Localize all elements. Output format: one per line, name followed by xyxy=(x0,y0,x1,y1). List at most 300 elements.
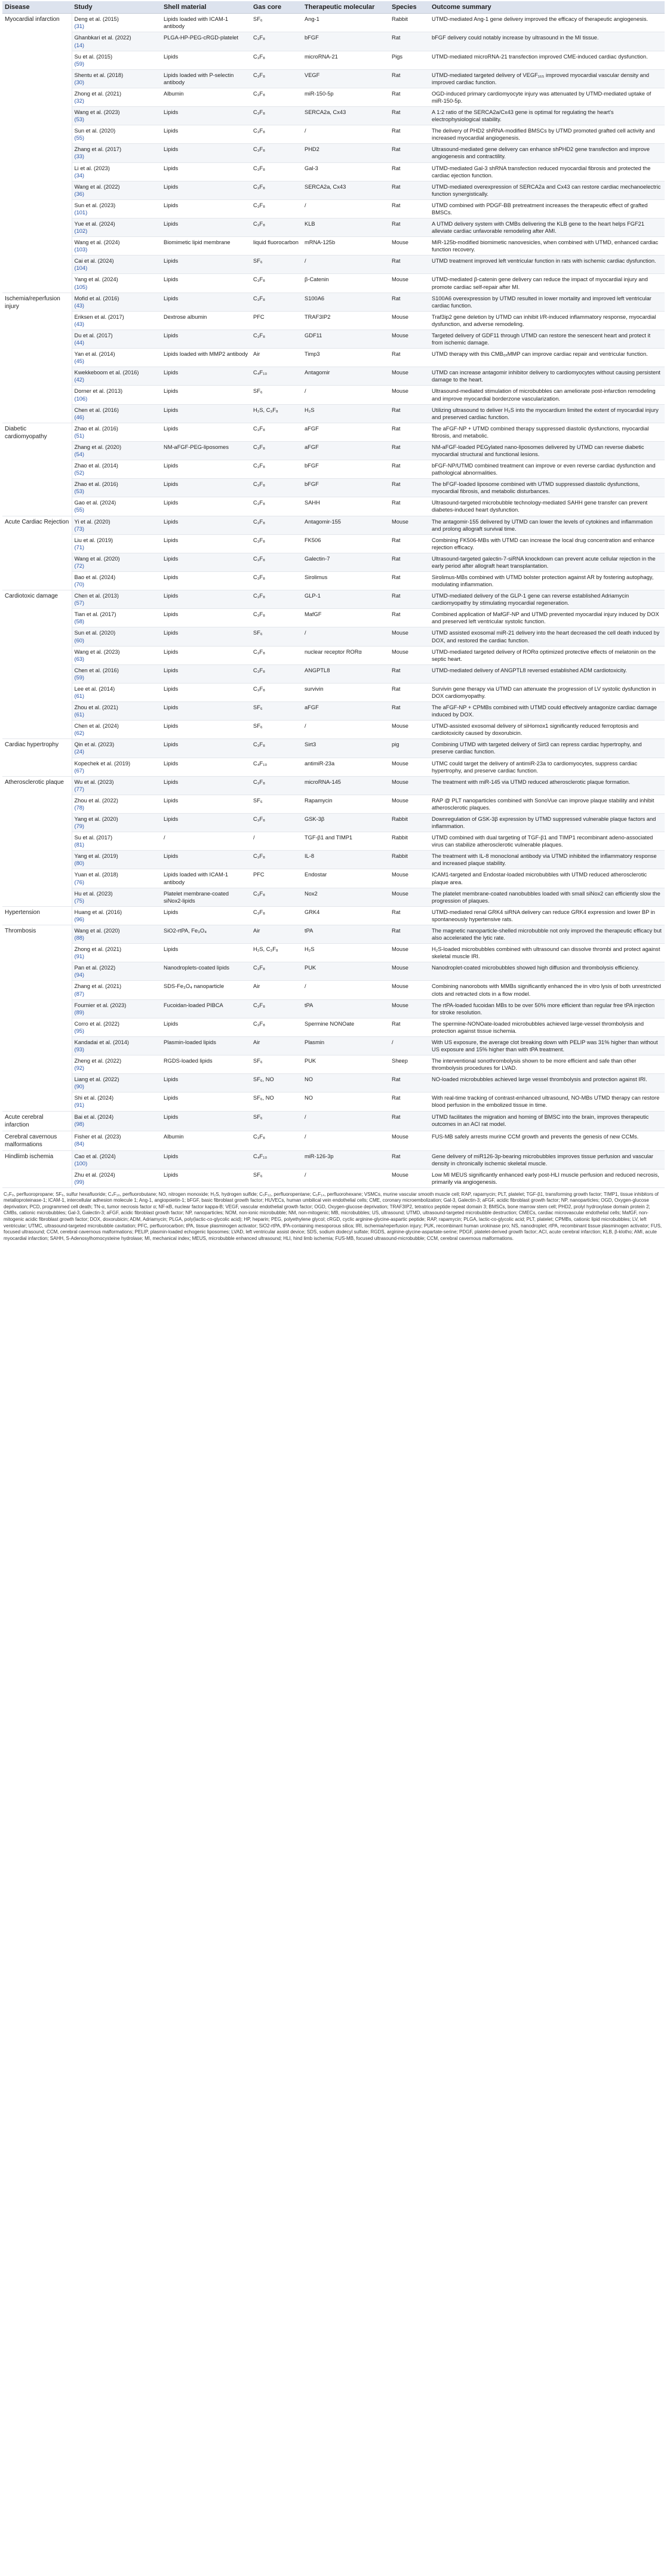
table-row xyxy=(2,683,665,701)
reference-link[interactable]: (71) xyxy=(74,544,85,550)
reference-link[interactable]: (33) xyxy=(74,153,85,160)
study-cell xyxy=(72,1018,161,1036)
reference-link[interactable]: (34) xyxy=(74,172,85,178)
reference-link[interactable]: (75) xyxy=(74,897,85,904)
shell-material-cell: SDS-Fe₃O₄ nanoparticle xyxy=(161,981,251,999)
species-cell: / xyxy=(389,1036,429,1055)
species-cell: Rabbit xyxy=(389,14,429,32)
outcome-summary-cell: The rtPA-loaded fucoidan MBs to be over 50% more efficient than regular free tPA injection for stroke resolution. xyxy=(429,999,665,1018)
shell-material-cell: Lipids xyxy=(161,51,251,69)
outcome-summary-cell: Sirolimus-MBs combined with UTMD bolster protection against AR by fostering autophagy, modulating inflammation. xyxy=(429,571,665,590)
gas-core-cell: C₃F₈ xyxy=(251,776,302,795)
study-author: Zhao et al. (2016) xyxy=(74,425,118,432)
study-author: Liang et al. (2022) xyxy=(74,1076,119,1083)
reference-link[interactable]: (80) xyxy=(74,860,85,867)
species-cell: Mouse xyxy=(389,1169,429,1187)
study-author: Qin et al. (2023) xyxy=(74,741,115,748)
species-cell: Mouse xyxy=(389,776,429,795)
study-author: Sun et al. (2020) xyxy=(74,630,116,636)
therapeutic-molecule-cell: / xyxy=(302,1111,389,1131)
reference-link[interactable]: (32) xyxy=(74,98,85,104)
study-cell xyxy=(72,181,161,199)
table-row xyxy=(2,14,665,32)
therapeutic-molecule-cell: Timp3 xyxy=(302,349,389,367)
study-cell xyxy=(72,832,161,851)
reference-link[interactable]: (61) xyxy=(74,693,85,699)
shell-material-cell: Lipids xyxy=(161,199,251,218)
reference-link[interactable]: (36) xyxy=(74,190,85,197)
study-author: Yang et al. (2024) xyxy=(74,276,118,283)
reference-link[interactable]: (43) xyxy=(74,302,85,309)
therapeutic-molecule-cell: TGF-β1 and TIMP1 xyxy=(302,832,389,851)
shell-material-cell: Lipids loaded with ICAM-1 antibody xyxy=(161,14,251,32)
therapeutic-molecule-cell: FK506 xyxy=(302,534,389,553)
study-cell xyxy=(72,925,161,943)
study-cell xyxy=(72,553,161,571)
disease-group-cell: Cardiotoxic damage xyxy=(2,590,72,739)
outcome-summary-cell: The antagomir-155 delivered by UTMD can lower the levels of cytokines and inflammation and prolong allograft survival time. xyxy=(429,516,665,534)
table-footnote: C₃F₈, perfluoropropane; SF₆, sulfur hexafluoride; C₄F₁₀, perfluorobutane; NO, nitrogen monoxide; H₂S, hydrogen sulfide; C₅F₁₂, perfluoropentane; C₆F₁₄, perfluorohexane; VSMCs, murine vascular smooth muscle cell; RAP, rapamycin; PLT, platelet; TGF-β1, transforming growth factor; TIMP1, tissue inhibitors of metalloproteinase-1; ICAM-1, intercellular adhesion molecule 1; Ang-1, angiopoietin-1; bFGF, basic fibroblast growth factor; HUVECs, human umbilical vein endothelial cells; CME, coronary microembolization; Gal-3, Galectin-3; aFGF, acidic fibroblast growth factor; NP, nanoparticles; OGD, Oxygen-glucose deprivation; PCD, programmed cell death; TN-α, tumor necrosis factor α; NF-κB, nuclear factor kappa-B; VEGF, vascular endothelial growth factor; OGD, Oxygen-glucose deprivation; TRAF3IP2, tetratrico peptide repeat domain 3; BMSCs, bone marrow stem cell; PHD2, prolyl hydroxylase domain protein 2; CMBs, cationic microbubbles; Gal-3, Galectin-3; aFGF, acidic fibroblast growth factor; NP, nanoparticles; NOM, non-ionic microbubble; NM, non-mitogenic; MB, microbubbles; US, ultrasound; UTMD, ultrasound-targeted microbubble destruction; CMECs, cardiac microvascular endothelial cells; MafGF, non-mitogenic acidic fibroblast growth factor; DOX, doxorubicin; ADM, Adriamycin; PLGA, poly(lactic-co-glycolic acid); HP, heparin; PEG, polyethylene glycol; cRGD, cyclic arginine-glycine-aspartic peptide; RAP, rapamycin; PLGA, lactic-co-glycolic acid; PLT, platelet; CPMBs, cationic lipid microbubbles; LV, left ventricular; UTMC, ultrasound-targeted microbubble cavitation; PFC, perfluorocarbon; tPA, tissue plasminogen activator; SiO2-rtPA, tPA-containing mesoporous silica; IRI, ischemia/reperfusion injury; PUK, recombinant human urokinase pro; NS, nanodroplet; rtPA, recombinant tissue plasminogen activator; FUS, focused ultrasound; CCM, cerebral cavernous malformations; PELIP, plasmin-loaded echogenic liposomes; LVAD, left ventricular assist device; SDS, sodium dodecyl sulfate; RGDS, arginine-glycine-aspartate-serine; PDGF, platelet-derived growth factor; ACI, acute cerebral infarction; KLB, β-klotho; AMI, acute myocardial infarction; SAHH, S-Adenosylhomocysteine hydrolase; MI, mechanical index; MEUS, microbubble enhanced ultrasound; HLI, hind limb ischemia; FUS-MB, focused ultrasound-microbubble; CCM, cerebral cavernous malformations. xyxy=(4,1191,662,1241)
outcome-summary-cell: Traf3ip2 gene deletion by UTMD can inhibit I/R-induced inflammatory response, myocardial dysfunction, and adverse remodeling. xyxy=(429,311,665,330)
gas-core-cell: C₃F₈ xyxy=(251,553,302,571)
study-cell xyxy=(72,69,161,88)
gas-core-cell: C₃F₈ xyxy=(251,69,302,88)
outcome-summary-cell: UTMD-assisted exosomal delivery of siHomox1 significantly reduced ferroptosis and cardiotoxicity caused by doxorubicin. xyxy=(429,721,665,739)
therapeutic-molecule-cell: Gal-3 xyxy=(302,162,389,181)
species-cell: Rat xyxy=(389,702,429,721)
study-author: Du et al. (2017) xyxy=(74,332,113,338)
reference-link[interactable]: (57) xyxy=(74,600,85,607)
table-row xyxy=(2,1055,665,1074)
reference-link[interactable]: (106) xyxy=(74,395,88,402)
therapeutic-molecule-cell: β-Catenin xyxy=(302,274,389,293)
shell-material-cell: Lipids xyxy=(161,256,251,274)
reference-link[interactable]: (59) xyxy=(74,674,85,681)
gas-core-cell: liquid fluorocarbon xyxy=(251,237,302,256)
study-author: Shentu et al. (2018) xyxy=(74,72,124,78)
reference-link[interactable]: (78) xyxy=(74,804,85,811)
reference-link[interactable]: (62) xyxy=(74,730,85,737)
reference-link[interactable]: (70) xyxy=(74,581,85,588)
gas-core-cell: Air xyxy=(251,349,302,367)
therapeutic-molecule-cell: / xyxy=(302,256,389,274)
species-cell: Rat xyxy=(389,199,429,218)
table-row xyxy=(2,590,665,609)
therapeutic-molecule-cell: ANGPTL8 xyxy=(302,664,389,683)
study-author: Wang et al. (2022) xyxy=(74,183,120,190)
shell-material-cell: PLGA-HP-PEG-cRGD-platelet xyxy=(161,32,251,51)
outcome-summary-cell: Ultrasound-targeted galectin-7-siRNA knockdown can prevent acute cellular rejection in the early period after allograft heart transplantation. xyxy=(429,553,665,571)
species-cell: Rabbit xyxy=(389,814,429,832)
study-cell xyxy=(72,162,161,181)
therapeutic-molecule-cell: / xyxy=(302,386,389,404)
reference-link[interactable]: (53) xyxy=(74,488,85,495)
study-author: Zhou et al. (2022) xyxy=(74,797,118,804)
shell-material-cell: Lipids xyxy=(161,218,251,237)
table-row xyxy=(2,293,665,311)
study-cell xyxy=(72,1074,161,1092)
species-cell: pig xyxy=(389,739,429,758)
study-author: Yi et al. (2020) xyxy=(74,518,110,525)
table-row xyxy=(2,125,665,144)
header-study: Study xyxy=(72,1,161,14)
species-cell: Rat xyxy=(389,534,429,553)
reference-link[interactable]: (67) xyxy=(74,767,85,774)
disease-group-cell: Acute cerebral infarction xyxy=(2,1111,72,1131)
table-row xyxy=(2,795,665,813)
table-row xyxy=(2,888,665,906)
gas-core-cell: C₃F₈ xyxy=(251,534,302,553)
study-cell xyxy=(72,386,161,404)
outcome-summary-cell: S100A6 overexpression by UTMD resulted in lower mortality and improved left ventricular cardiac function. xyxy=(429,293,665,311)
outcome-summary-cell: The bFGF-loaded liposome combined with UTMD suppressed diastolic dysfunctions, myocardial fibrosis, and metabolic disturbances. xyxy=(429,479,665,497)
study-author: Zhao et al. (2016) xyxy=(74,481,118,488)
reference-link[interactable]: (93) xyxy=(74,1046,85,1052)
reference-link[interactable]: (42) xyxy=(74,377,85,383)
reference-link[interactable]: (55) xyxy=(74,135,85,141)
reference-link[interactable]: (52) xyxy=(74,470,85,476)
reference-link[interactable]: (77) xyxy=(74,786,85,792)
therapeutic-molecule-cell: Antagomir-155 xyxy=(302,516,389,534)
shell-material-cell: Lipids xyxy=(161,144,251,162)
study-author: Zhong et al. (2021) xyxy=(74,90,122,97)
shell-material-cell: Lipids loaded with P-selectin antibody xyxy=(161,69,251,88)
reference-link[interactable]: (104) xyxy=(74,265,88,272)
reference-link[interactable]: (53) xyxy=(74,116,85,123)
shell-material-cell: Lipids xyxy=(161,1169,251,1187)
reference-link[interactable]: (103) xyxy=(74,247,88,253)
species-cell: Mouse xyxy=(389,516,429,534)
shell-material-cell: Lipids xyxy=(161,479,251,497)
outcome-summary-cell: bFGF-NP/UTMD combined treatment can improve or even reverse cardiac dysfunction and pathological abnormalities. xyxy=(429,460,665,479)
reference-link[interactable]: (59) xyxy=(74,60,85,67)
species-cell: Mouse xyxy=(389,962,429,981)
study-author: Fisher et al. (2023) xyxy=(74,1133,121,1140)
reference-link[interactable]: (43) xyxy=(74,321,85,327)
therapeutic-molecule-cell: Rapamycin xyxy=(302,795,389,813)
study-cell xyxy=(72,367,161,386)
study-cell xyxy=(72,51,161,69)
reference-link[interactable]: (45) xyxy=(74,358,85,365)
reference-link[interactable]: (24) xyxy=(74,749,85,755)
therapeutic-molecule-cell: IL-8 xyxy=(302,851,389,869)
disease-group-cell: Cardiac hypertrophy xyxy=(2,739,72,776)
reference-link[interactable]: (102) xyxy=(74,228,88,235)
therapeutic-molecule-cell: / xyxy=(302,627,389,646)
species-cell: Mouse xyxy=(389,627,429,646)
species-cell: Rat xyxy=(389,1074,429,1092)
study-author: Fournier et al. (2023) xyxy=(74,1002,127,1008)
species-cell: Rat xyxy=(389,32,429,51)
species-cell: Rat xyxy=(389,125,429,144)
table-row xyxy=(2,962,665,981)
table-row xyxy=(2,144,665,162)
species-cell: Mouse xyxy=(389,721,429,739)
reference-link[interactable]: (96) xyxy=(74,916,85,922)
table-body xyxy=(2,14,665,1188)
study-author: Yue et al. (2024) xyxy=(74,221,115,227)
species-cell: Rat xyxy=(389,88,429,106)
shell-material-cell: Lipids xyxy=(161,702,251,721)
reference-link[interactable]: (31) xyxy=(74,23,85,30)
study-author: Shi et al. (2024) xyxy=(74,1095,114,1101)
header-therapeutic-molecular: Therapeutic molecular xyxy=(302,1,389,14)
shell-material-cell: Lipids xyxy=(161,107,251,125)
therapeutic-molecule-cell: / xyxy=(302,1169,389,1187)
study-cell xyxy=(72,758,161,776)
species-cell: Mouse xyxy=(389,869,429,888)
therapeutic-molecule-cell: mRNA-125b xyxy=(302,237,389,256)
shell-material-cell: Lipids xyxy=(161,181,251,199)
shell-material-cell: Lipids loaded with MMP2 antibody xyxy=(161,349,251,367)
outcome-summary-cell: UTMD-mediated renal GRK4 siRNA delivery can reduce GRK4 expression and lower BP in spontaneously hypertensive rats. xyxy=(429,906,665,925)
reference-link[interactable]: (76) xyxy=(74,879,85,885)
gas-core-cell: C₃F₈ xyxy=(251,181,302,199)
therapeutic-molecule-cell: GSK-3β xyxy=(302,814,389,832)
outcome-summary-cell: MiR-125b-modified biomimetic nanovesicles, when combined with UTMD, enhanced cardiac function recovery. xyxy=(429,237,665,256)
study-cell xyxy=(72,776,161,795)
reference-link[interactable]: (91) xyxy=(74,953,85,960)
gas-core-cell: C₃F₈ xyxy=(251,590,302,609)
table-row xyxy=(2,702,665,721)
reference-link[interactable]: (60) xyxy=(74,637,85,644)
reference-link[interactable]: (81) xyxy=(74,842,85,848)
species-cell: Rat xyxy=(389,664,429,683)
species-cell: Mouse xyxy=(389,330,429,348)
therapeutic-molecule-cell: microRNA-145 xyxy=(302,776,389,795)
study-cell xyxy=(72,423,161,441)
shell-material-cell: Lipids xyxy=(161,386,251,404)
species-cell: Rat xyxy=(389,479,429,497)
reference-link[interactable]: (90) xyxy=(74,1084,85,1090)
table-row xyxy=(2,776,665,795)
table-row xyxy=(2,906,665,925)
table-row xyxy=(2,311,665,330)
outcome-summary-cell: The treatment with IL-8 monoclonal antibody via UTMD inhibited the inflammatory response and increased plaque stability. xyxy=(429,851,665,869)
therapeutic-molecule-cell: PUK xyxy=(302,962,389,981)
gas-core-cell: SF₆ xyxy=(251,14,302,32)
disease-group-cell: Hypertension xyxy=(2,906,72,925)
outcome-summary-cell: UTMD treatment improved left ventricular function in rats with ischemic cardiac dysfunction. xyxy=(429,256,665,274)
shell-material-cell: Lipids xyxy=(161,683,251,701)
gas-core-cell: C₃F₈ xyxy=(251,609,302,627)
reference-link[interactable]: (46) xyxy=(74,414,85,420)
study-author: Zhang et al. (2017) xyxy=(74,146,122,153)
study-cell xyxy=(72,479,161,497)
therapeutic-molecule-cell: bFGF xyxy=(302,460,389,479)
shell-material-cell: Lipids xyxy=(161,851,251,869)
study-cell xyxy=(72,1131,161,1150)
shell-material-cell: Fucoidan-loaded PIBCA xyxy=(161,999,251,1018)
species-cell: Rat xyxy=(389,683,429,701)
gas-core-cell: C₃F₈ xyxy=(251,962,302,981)
reference-link[interactable]: (51) xyxy=(74,432,85,439)
outcome-summary-cell: Low MI MEUS significantly enhanced early post-HLI muscle perfusion and reduced necrosis, primarily via angiogenesis. xyxy=(429,1169,665,1187)
species-cell: Rabbit xyxy=(389,832,429,851)
shell-material-cell: Lipids xyxy=(161,739,251,758)
header-gas-core: Gas core xyxy=(251,1,302,14)
gas-core-cell: H₂S, C₃F₈ xyxy=(251,944,302,962)
species-cell: Mouse xyxy=(389,237,429,256)
shell-material-cell: Platelet membrane-coated siNox2-lipids xyxy=(161,888,251,906)
reference-link[interactable]: (92) xyxy=(74,1065,85,1072)
therapeutic-molecule-cell: GRK4 xyxy=(302,906,389,925)
therapeutic-molecule-cell: / xyxy=(302,721,389,739)
species-cell: Rat xyxy=(389,1018,429,1036)
study-cell xyxy=(72,311,161,330)
outcome-summary-cell: Downregulation of GSK-3β expression by UTMD suppressed vulnerable plaque factors and inflammation. xyxy=(429,814,665,832)
therapeutic-molecule-cell: GLP-1 xyxy=(302,590,389,609)
study-author: Zhang et al. (2021) xyxy=(74,983,122,990)
gas-core-cell: C₃F₈ xyxy=(251,293,302,311)
study-cell xyxy=(72,516,161,534)
shell-material-cell: Dextrose albumin xyxy=(161,311,251,330)
reference-link[interactable]: (61) xyxy=(74,712,85,718)
table-row xyxy=(2,609,665,627)
species-cell: Mouse xyxy=(389,888,429,906)
therapeutic-molecule-cell: / xyxy=(302,125,389,144)
gas-core-cell: C₃F₈ xyxy=(251,664,302,683)
table-row xyxy=(2,479,665,497)
study-cell xyxy=(72,999,161,1018)
therapeutic-molecule-cell: NO xyxy=(302,1092,389,1111)
reference-link[interactable]: (99) xyxy=(74,1178,85,1185)
species-cell: Rat xyxy=(389,571,429,590)
reference-link[interactable]: (63) xyxy=(74,655,85,662)
gas-core-cell: C₃F₈ xyxy=(251,999,302,1018)
shell-material-cell: Lipids xyxy=(161,460,251,479)
study-cell xyxy=(72,32,161,51)
therapeutic-molecule-cell: Galectin-7 xyxy=(302,553,389,571)
therapeutic-molecule-cell: miR-150-5p xyxy=(302,88,389,106)
reference-link[interactable]: (44) xyxy=(74,340,85,346)
study-author: Zhou et al. (2021) xyxy=(74,704,118,711)
species-cell: Rat xyxy=(389,107,429,125)
shell-material-cell: Biomimetic lipid membrane xyxy=(161,237,251,256)
study-cell xyxy=(72,218,161,237)
study-author: Yang et al. (2019) xyxy=(74,853,118,860)
therapeutic-molecule-cell: Ang-1 xyxy=(302,14,389,32)
species-cell: Mouse xyxy=(389,386,429,404)
reference-link[interactable]: (58) xyxy=(74,618,85,625)
study-author: Chen et al. (2024) xyxy=(74,723,119,730)
therapeutic-molecule-cell: KLB xyxy=(302,218,389,237)
study-author: Wang et al. (2024) xyxy=(74,239,120,246)
study-author: Deng et al. (2015) xyxy=(74,16,119,23)
therapeutic-molecule-cell: SERCA2a, Cx43 xyxy=(302,181,389,199)
therapeutic-molecule-cell: SAHH xyxy=(302,497,389,516)
study-author: Hu et al. (2023) xyxy=(74,890,113,897)
table-row xyxy=(2,107,665,125)
species-cell: Mouse xyxy=(389,1131,429,1150)
reference-link[interactable]: (14) xyxy=(74,42,85,48)
shell-material-cell: Lipids xyxy=(161,1074,251,1092)
species-cell: Rat xyxy=(389,609,429,627)
outcome-summary-cell: The interventional sonothrombolysis shown to be more efficient and safe than other thrombolysis procedures for LVAD. xyxy=(429,1055,665,1074)
study-cell xyxy=(72,534,161,553)
outcome-summary-cell: UTMD can increase antagomir inhibitor delivery to cardiomyocytes without causing persistent damage to the heart. xyxy=(429,367,665,386)
species-cell: Rat xyxy=(389,497,429,516)
study-cell xyxy=(72,1169,161,1187)
study-cell xyxy=(72,664,161,683)
reference-link[interactable]: (79) xyxy=(74,823,85,830)
therapeutic-molecule-cell: / xyxy=(302,199,389,218)
gas-core-cell: C₃F₈ xyxy=(251,683,302,701)
shell-material-cell: NM-aFGF-PEG-liposomes xyxy=(161,441,251,460)
table-row xyxy=(2,237,665,256)
reference-link[interactable]: (72) xyxy=(74,562,85,569)
therapeutic-molecule-cell: Antagomir xyxy=(302,367,389,386)
shell-material-cell: Lipids xyxy=(161,162,251,181)
study-cell xyxy=(72,1036,161,1055)
study-author: Su et al. (2015) xyxy=(74,53,113,60)
species-cell: Mouse xyxy=(389,367,429,386)
gas-core-cell: PFC xyxy=(251,869,302,888)
outcome-summary-cell: The spermine-NONOate-loaded microbubbles achieved large-vessel thrombolysis and protection against tissue ischemia. xyxy=(429,1018,665,1036)
reference-link[interactable]: (98) xyxy=(74,1121,85,1127)
reference-link[interactable]: (91) xyxy=(74,1102,85,1109)
outcome-summary-cell: With real-time tracking of contrast-enhanced ultrasound, NO-MBs UTMD therapy can restore blood perfusion in the embolized tissue in time. xyxy=(429,1092,665,1111)
shell-material-cell: Lipids xyxy=(161,609,251,627)
gas-core-cell: C₃F₈ xyxy=(251,906,302,925)
outcome-summary-cell: A UTMD delivery system with CMBs delivering the KLB gene to the heart helps FGF21 alleviate cardiac unfavorable remodeling after AMI. xyxy=(429,218,665,237)
shell-material-cell: Albumin xyxy=(161,88,251,106)
gas-core-cell: SF₆ xyxy=(251,721,302,739)
reference-link[interactable]: (101) xyxy=(74,209,88,216)
gas-core-cell: C₃F₈ xyxy=(251,88,302,106)
study-cell xyxy=(72,906,161,925)
gas-core-cell: C₃F₈ xyxy=(251,441,302,460)
reference-link[interactable]: (55) xyxy=(74,507,85,513)
reference-link[interactable]: (87) xyxy=(74,990,85,997)
reference-link[interactable]: (54) xyxy=(74,451,85,457)
reference-link[interactable]: (95) xyxy=(74,1027,85,1034)
outcome-summary-cell: UTMD-mediated delivery of the GLP-1 gene can reverse established Adriamycin cardiomyopathy by stimulating myocardial regeneration. xyxy=(429,590,665,609)
table-row xyxy=(2,1169,665,1187)
gas-core-cell: C₃F₈ xyxy=(251,423,302,441)
table-row xyxy=(2,664,665,683)
reference-link[interactable]: (89) xyxy=(74,1009,85,1015)
study-cell xyxy=(72,14,161,32)
shell-material-cell: Lipids xyxy=(161,906,251,925)
study-cell xyxy=(72,851,161,869)
study-author: Pan et al. (2022) xyxy=(74,965,116,971)
reference-link[interactable]: (100) xyxy=(74,1160,88,1167)
outcome-summary-cell: UTMD-mediated overexpression of SERCA2a and Cx43 can restore cardiac mechanoelectric function synergistically. xyxy=(429,181,665,199)
gas-core-cell: C₄F₁₀ xyxy=(251,1150,302,1169)
therapeutic-molecule-cell: nuclear receptor RORα xyxy=(302,646,389,664)
reference-link[interactable]: (30) xyxy=(74,79,85,85)
reference-link[interactable]: (84) xyxy=(74,1140,85,1147)
gas-core-cell: C₃F₈ xyxy=(251,218,302,237)
shell-material-cell: Lipids xyxy=(161,516,251,534)
therapeutic-molecule-cell: PHD2 xyxy=(302,144,389,162)
species-cell: Rat xyxy=(389,144,429,162)
reference-link[interactable]: (88) xyxy=(74,935,85,941)
study-cell xyxy=(72,981,161,999)
shell-material-cell: Lipids xyxy=(161,758,251,776)
gas-core-cell: C₃F₈ xyxy=(251,274,302,293)
study-cell xyxy=(72,646,161,664)
shell-material-cell: Lipids xyxy=(161,1111,251,1131)
gas-core-cell: C₃F₈ xyxy=(251,1131,302,1150)
reference-link[interactable]: (94) xyxy=(74,972,85,978)
table-row xyxy=(2,758,665,776)
shell-material-cell: Lipids xyxy=(161,1018,251,1036)
outcome-summary-cell: H₂S-loaded microbubbles combined with ultrasound can dissolve thrombi and protect against skeletal muscle IRI. xyxy=(429,944,665,962)
reference-link[interactable]: (73) xyxy=(74,525,85,532)
reference-link[interactable]: (105) xyxy=(74,284,88,290)
